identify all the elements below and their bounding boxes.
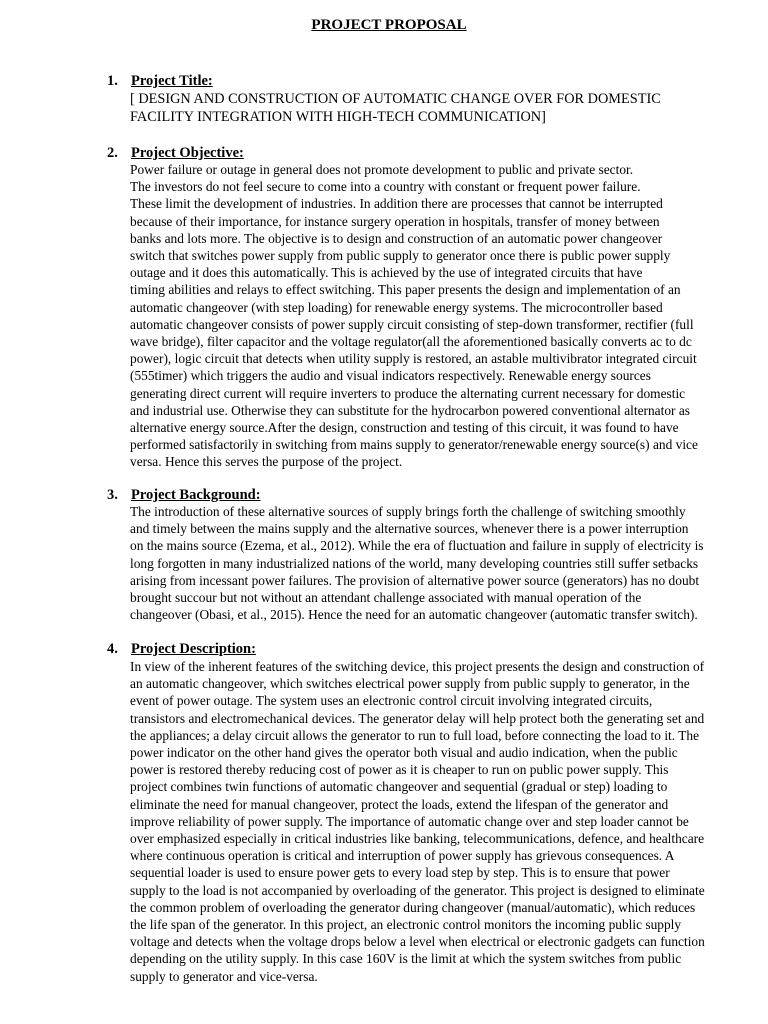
section-4-number: 4. bbox=[107, 641, 118, 657]
section-3-body: The introduction of these alternative sources of supply brings forth the challenge of switching smoothly and timely between the mains supply and the alternative sources, whenever there is a power interruption on the mains source (Ezema, et al., 2012). While the era of fluctuation and failure in supply of electricity is long forgotten in many industrialized nations of the world, many developing countries still suffer setbacks arising from incessant power failures. The provision of alternative power source (generators) has no doubt brought succour but not without an attendant challenge associated with manual operation of the changeover (Obasi, et al., 2015). Hence the need for an automatic changeover (automatic transfer switch). bbox=[130, 504, 704, 623]
section-2-body: Power failure or outage in general does not promote development to public and private sector. The investors do not feel secure to come into a country with constant or frequent power failure. These limit the development of industries. In addition there are processes that cannot be interrupted because of their importance, for instance surgery operation in hospitals, transfer of money between banks and lots more. The objective is to design and construction of an automatic power changeover switch that switches power supply from public supply to generator once there is public power supply outage and it does this automatically. This is achieved by the use of integrated circuits that have timing abilities and relays to effect switching. This paper presents the design and implementation of an automatic changeover (with step loading) for renewable energy systems. The microcontroller based automatic changeover consists of power supply circuit consisting of step-down transformer, rectifier (full wave bridge), filter capacitor and the voltage regulator(all the aforementioned basically converts ac to dc power), logic circuit that detects when utility supply is restored, an astable multivibrator integrated circuit (555timer) which triggers the audio and visual indicators respectively. Renewable energy sources generating direct current will require inverters to produce the alternating current necessary for domestic and industrial use. Otherwise they can substitute for the hydrocarbon powered conventional alternator as alternative energy source.After the design, construction and testing of this circuit, it was found to have performed satisfactorily in switching from mains supply to generator/renewable energy source(s) and vice versa. Hence this serves the purpose of the project. bbox=[130, 162, 698, 470]
section-3-heading: Project Background: bbox=[131, 487, 261, 503]
section-1-number: 1. bbox=[107, 73, 118, 89]
document-title: PROJECT PROPOSAL bbox=[311, 17, 467, 33]
section-2-number: 2. bbox=[107, 145, 118, 161]
section-1-heading: Project Title: bbox=[131, 73, 213, 89]
section-3-number: 3. bbox=[107, 487, 118, 503]
section-4-body: In view of the inherent features of the switching device, this project presents the design and construction of an automatic changeover, which switches electrical power supply from public supply to generator, in the event of power outage. The system uses an electronic control circuit involving integrated circuits, transistors and electromechanical devices. The generator delay will help protect both the generating set and the appliances; a delay circuit allows the generator to run to full load, before connecting the load to it. The power indicator on the other hand gives the operator both visual and audio indication, when the public power is restored thereby reducing cost of power as it is cheaper to run on public power supply. This project combines twin functions of automatic changeover and sequential (gradual or step) loading to eliminate the need for manual changeover, protect the loads, extend the lifespan of the generator and improve reliability of power supply. The importance of automatic change over and step loader cannot be over emphasized especially in critical industries like banking, telecommunications, defence, and healthcare where continuous operation is critical and interruption of power supply has grievous consequences. A sequential loader is used to ensure power gets to every load step by step. This is to ensure that power supply to the load is not accompanied by overloading of the generator. This project is designed to eliminate the common problem of overloading the generator during changeover (manual/automatic), which reduces the life span of the generator. In this project, an electronic control monitors the incoming public supply voltage and detects when the voltage drops below a level when electrical or electronic gadgets can function depending on the utility supply. In this case 160V is the limit at which the system switches from public supply to generator and vice-versa. bbox=[130, 659, 705, 984]
section-1-body: [ DESIGN AND CONSTRUCTION OF AUTOMATIC CHANGE OVER FOR DOMESTIC FACILITY INTEGRATION WITH HIGH-TECH COMMUNICATION] bbox=[130, 91, 661, 125]
section-2-heading: Project Objective: bbox=[131, 145, 244, 161]
section-4-heading: Project Description: bbox=[131, 641, 256, 657]
